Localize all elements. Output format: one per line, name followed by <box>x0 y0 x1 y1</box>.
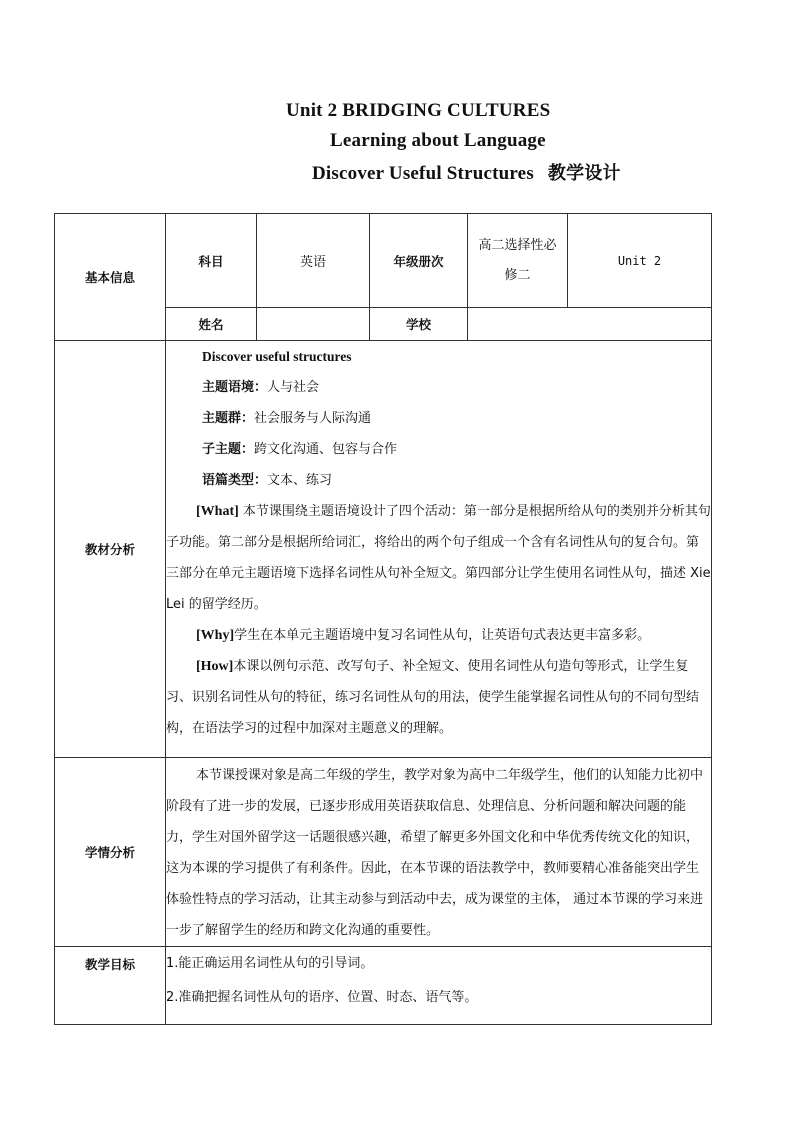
how-text: 本课以例句示范、改写句子、补全短文、使用名词性从句造句等形式，让学生复习、识别名词性从句的特征，练习名词性从句的用法，使学生能掌握名词性从句的不同句型结构，在语法学习的过程中加深对主题意义的理解。 <box>166 659 700 736</box>
genre <box>166 465 711 496</box>
grade-value-line2: 修二 <box>504 267 531 283</box>
doc-title-lesson-cn: 教学设计 <box>547 163 621 184</box>
subject-value: 英语 <box>257 214 370 308</box>
doc-title-section: Learning about Language <box>330 130 546 151</box>
theme-group-label: 主题群： <box>202 411 255 426</box>
objectives-content <box>166 947 712 1025</box>
why-text: 学生在本单元主题语境中复习名词性从句，让英语句式表达更丰富多彩。 <box>234 628 651 643</box>
why-tag: [Why] <box>196 628 235 643</box>
learner-analysis-row <box>55 758 712 947</box>
theme-context-label: 主题语境： <box>202 380 268 395</box>
school-label: 学校 <box>370 308 468 341</box>
objectives-label: 教学目标 <box>55 947 166 1025</box>
theme-group <box>166 403 711 434</box>
material-analysis-content <box>166 341 712 758</box>
grade-value <box>468 214 568 308</box>
objective-item: 1.能正确运用名词性从句的引导词。 <box>166 956 374 971</box>
basic-info-label: 基本信息 <box>55 214 166 341</box>
material-heading: Discover useful structures <box>202 349 352 364</box>
unit-value: Unit 2 <box>568 214 712 308</box>
learner-analysis-text: 本节课授课对象是高二年级的学生，教学对象为高中二年级学生，他们的认知能力比初中阶段有了进一步的发展，已逐步形成用英语获取信息、处理信息、分析问题和解决问题的能力，学生对国外留学这一话题很感兴趣，希望了解更多外国文化和中华优秀传统文化的知识，这为本课的学习提供了有利条件。因此，在本节课的语法教学中，教师要精心准备能突出学生体验性特点的学习活动，让其主动参与到活动中去，成为课堂的主体， 通过本节课的学习来进一步了解留学生的经历和跨文化沟通的重要性。 <box>166 768 704 938</box>
theme-context-value: 人与社会 <box>267 380 320 395</box>
how-tag: [How] <box>196 659 234 674</box>
subtopic-label: 子主题： <box>202 442 255 457</box>
why-paragraph <box>166 620 711 651</box>
theme-context <box>166 372 711 403</box>
genre-value: 文本、练习 <box>267 473 333 488</box>
learner-analysis-label: 学情分析 <box>55 758 166 947</box>
objectives-row <box>55 947 712 1025</box>
doc-title-unit: Unit 2 BRIDGING CULTURES <box>286 100 551 121</box>
subject-label: 科目 <box>166 214 257 308</box>
what-tag: [What] <box>196 504 239 519</box>
subtopic-value: 跨文化沟通、包容与合作 <box>254 442 398 457</box>
subtopic <box>166 434 711 465</box>
doc-title-lesson <box>312 159 621 185</box>
genre-label: 语篇类型： <box>202 473 268 488</box>
lesson-plan-table <box>54 213 712 1025</box>
doc-title-lesson-en: Discover Useful Structures <box>312 163 534 184</box>
basic-info-row <box>55 214 712 308</box>
grade-label: 年级册次 <box>370 214 468 308</box>
name-value-cell[interactable] <box>257 308 370 341</box>
name-label: 姓名 <box>166 308 257 341</box>
grade-value-line1: 高二选择性必 <box>478 237 557 253</box>
learner-analysis-content <box>166 758 712 947</box>
what-paragraph <box>166 496 711 620</box>
how-paragraph <box>166 651 711 744</box>
theme-group-value: 社会服务与人际沟通 <box>254 411 372 426</box>
material-analysis-row <box>55 341 712 758</box>
objective-item: 2.准确把握名词性从句的语序、位置、时态、语气等。 <box>166 990 478 1005</box>
school-value-cell[interactable] <box>468 308 712 341</box>
material-analysis-label: 教材分析 <box>55 341 166 758</box>
what-text: 本节课围绕主题语境设计了四个活动：第一部分是根据所给从句的类别并分析其句子功能。第二部分是根据所给词汇，将给出的两个句子组成一个含有名词性从句的复合句。第三部分在单元主题语境下选择名词性从句补全短文。第四部分让学生使用名词性从句，描述 Xie Lei 的留学经历。 <box>166 504 711 612</box>
